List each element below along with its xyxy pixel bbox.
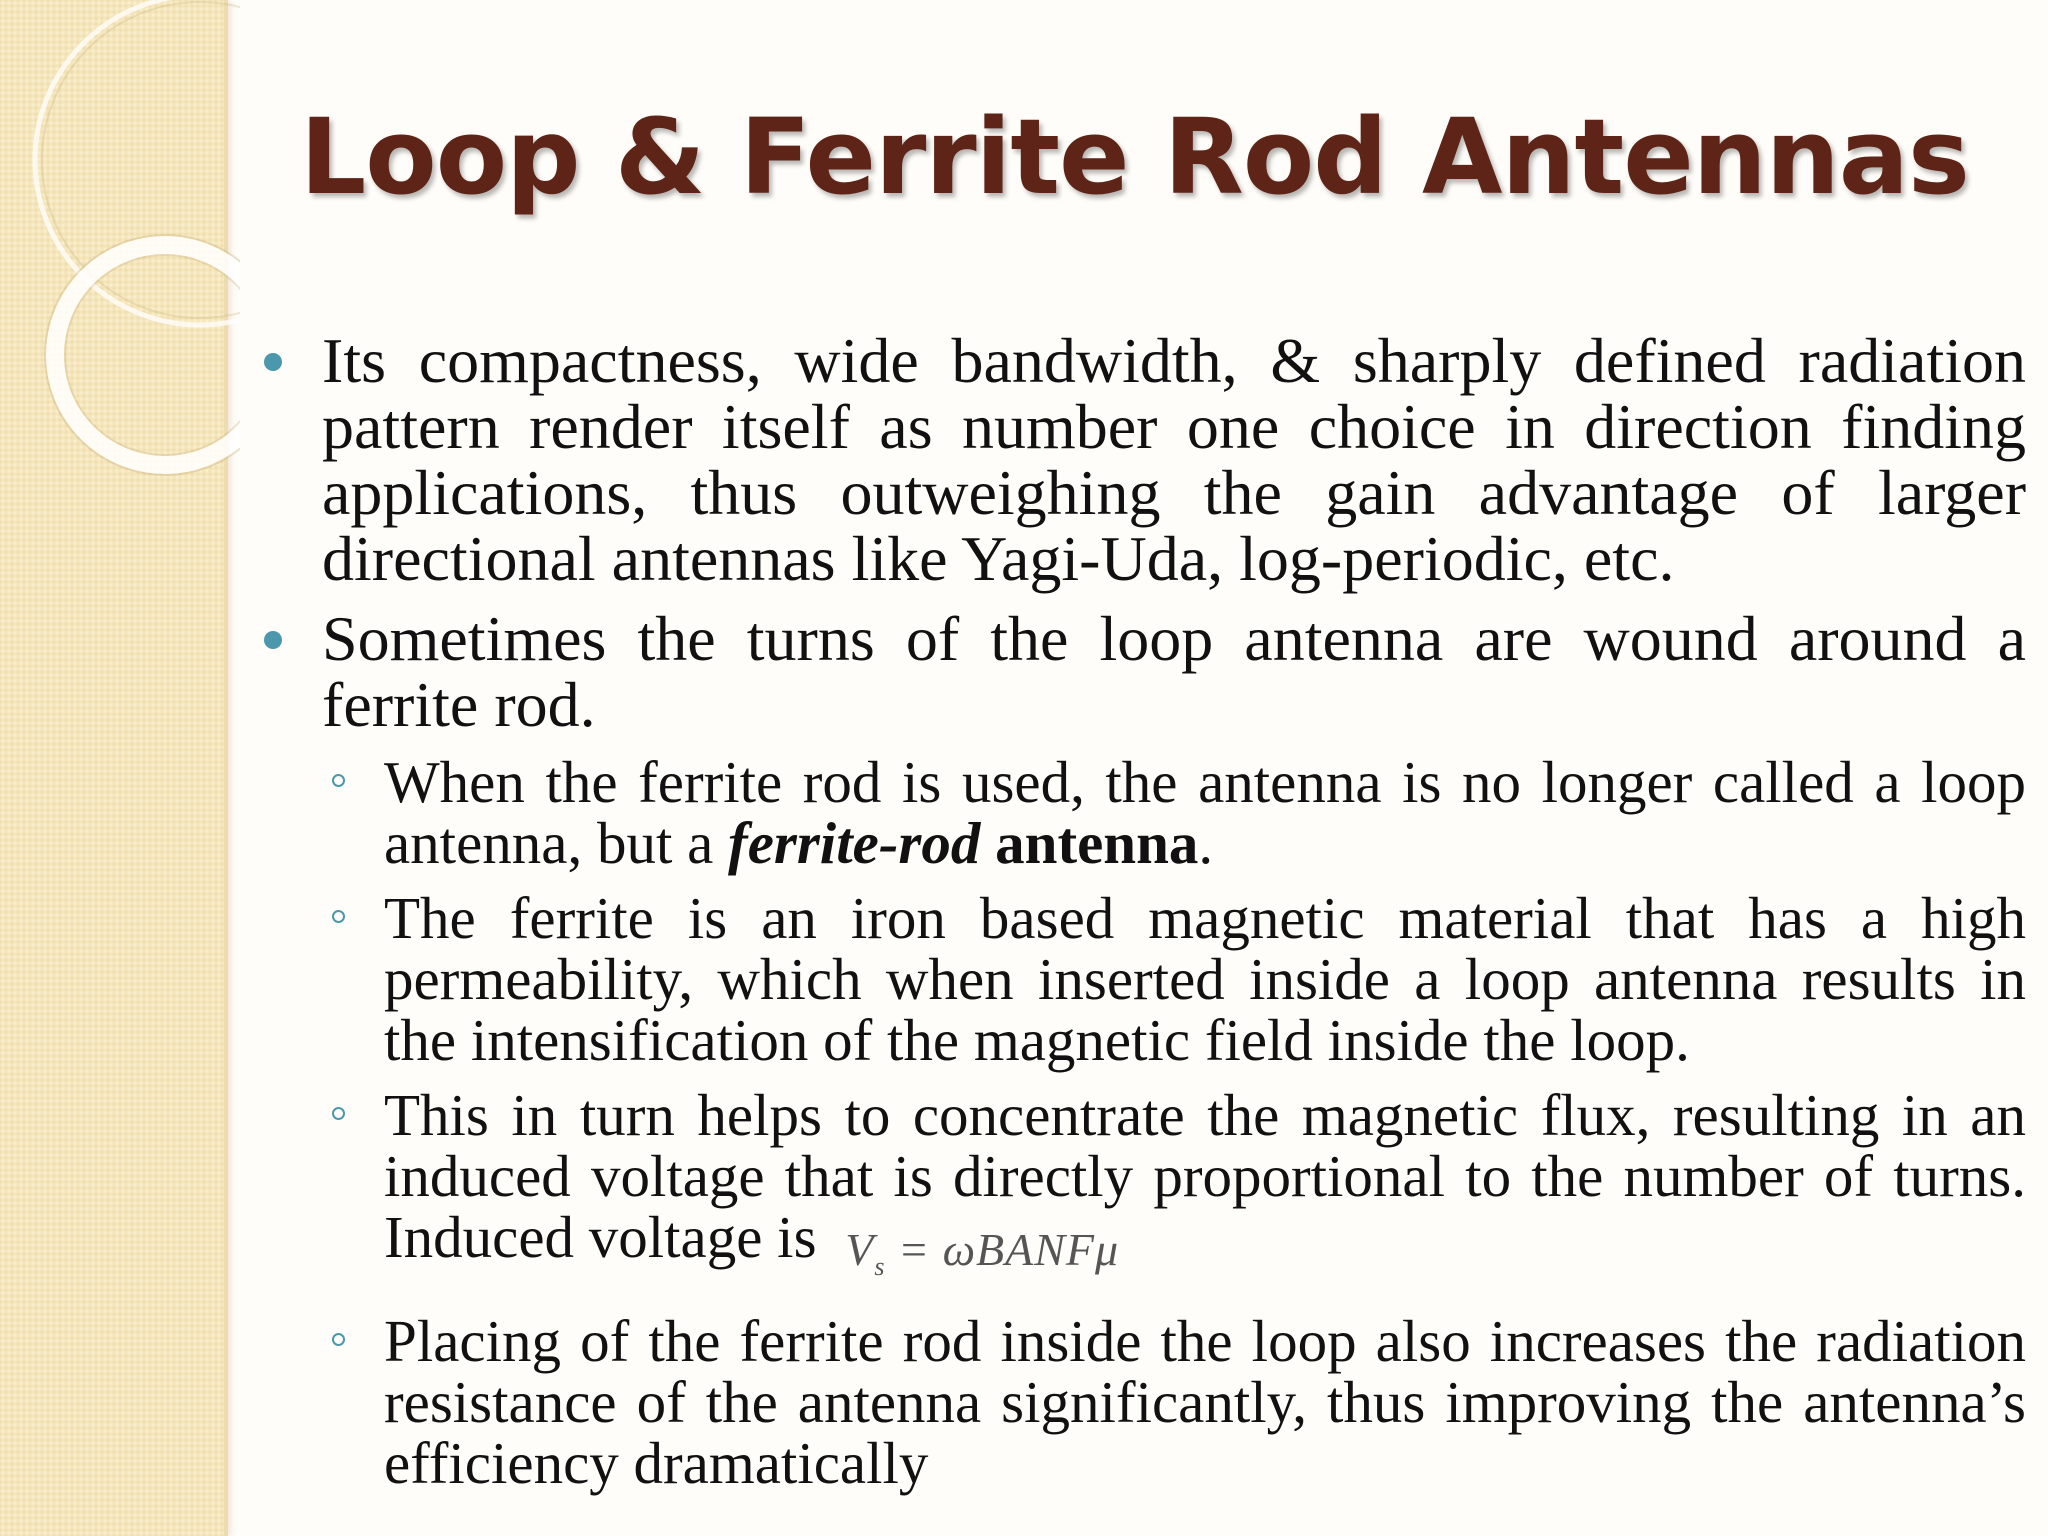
subbullet-radiation-resistance (384, 1308, 2026, 1497)
induced-voltage-formula (845, 1219, 1119, 1297)
formula-subscript: s (874, 1252, 886, 1282)
subbullet-ring-icon (332, 774, 345, 787)
subbullet-text: This in turn helps to concentrate the magnetic flux, resulting in an induced voltage that is directly proportional to the number of turns. Induced voltage is (384, 1082, 2026, 1270)
subbullet-text: The ferrite is an iron based magnetic material that has a high permeability, which when inserted inside a loop antenna results in the intensification of the magnetic field inside the loop. (384, 885, 2026, 1073)
bullet-text: Its compactness, wide bandwidth, & sharply defined radiation pattern render itself as number one choice in direction finding applications, thus outweighing the gain advantage of larger directional antennas like Yagi-Uda, log-periodic, etc. (322, 325, 2026, 594)
subbullet-ring-icon (332, 910, 345, 923)
bullet-dot-icon (264, 353, 282, 371)
bullet-compactness (260, 325, 2026, 594)
subbullet-text: When the ferrite rod is used, the antenna is no longer called a loop antenna, but a (384, 749, 2026, 876)
bullet-dot-icon (264, 631, 282, 649)
slide-body (260, 325, 2026, 1508)
subbullet-text: Placing of the ferrite rod inside the loop also increases the radiation resistance of the antenna significantly, thus improving the antenna’s efficiency dramatically (384, 1308, 2026, 1497)
subbullet-ring-icon (332, 1333, 345, 1346)
term-antenna: antenna (995, 810, 1199, 876)
formula-lhs: V (845, 1224, 875, 1275)
bullet-text: Sometimes the turns of the loop antenna are wound around a ferrite rod. (322, 603, 2026, 740)
formula-rhs: = ωBANFμ (885, 1224, 1120, 1275)
term-ferrite-rod: ferrite-rod (728, 810, 981, 876)
subbullet-ring-icon (332, 1107, 345, 1120)
bullet-ferrite-rod (260, 603, 2026, 740)
decorative-rings-icon (0, 0, 240, 520)
subbullet-permeability (384, 885, 2026, 1073)
subbullet-induced-voltage (384, 1082, 2026, 1297)
subbullet-ferrite-rod-antenna (384, 749, 2026, 876)
slide-title: Loop & Ferrite Rod Antennas (300, 96, 1969, 218)
subbullet-punct: . (1198, 810, 1214, 876)
